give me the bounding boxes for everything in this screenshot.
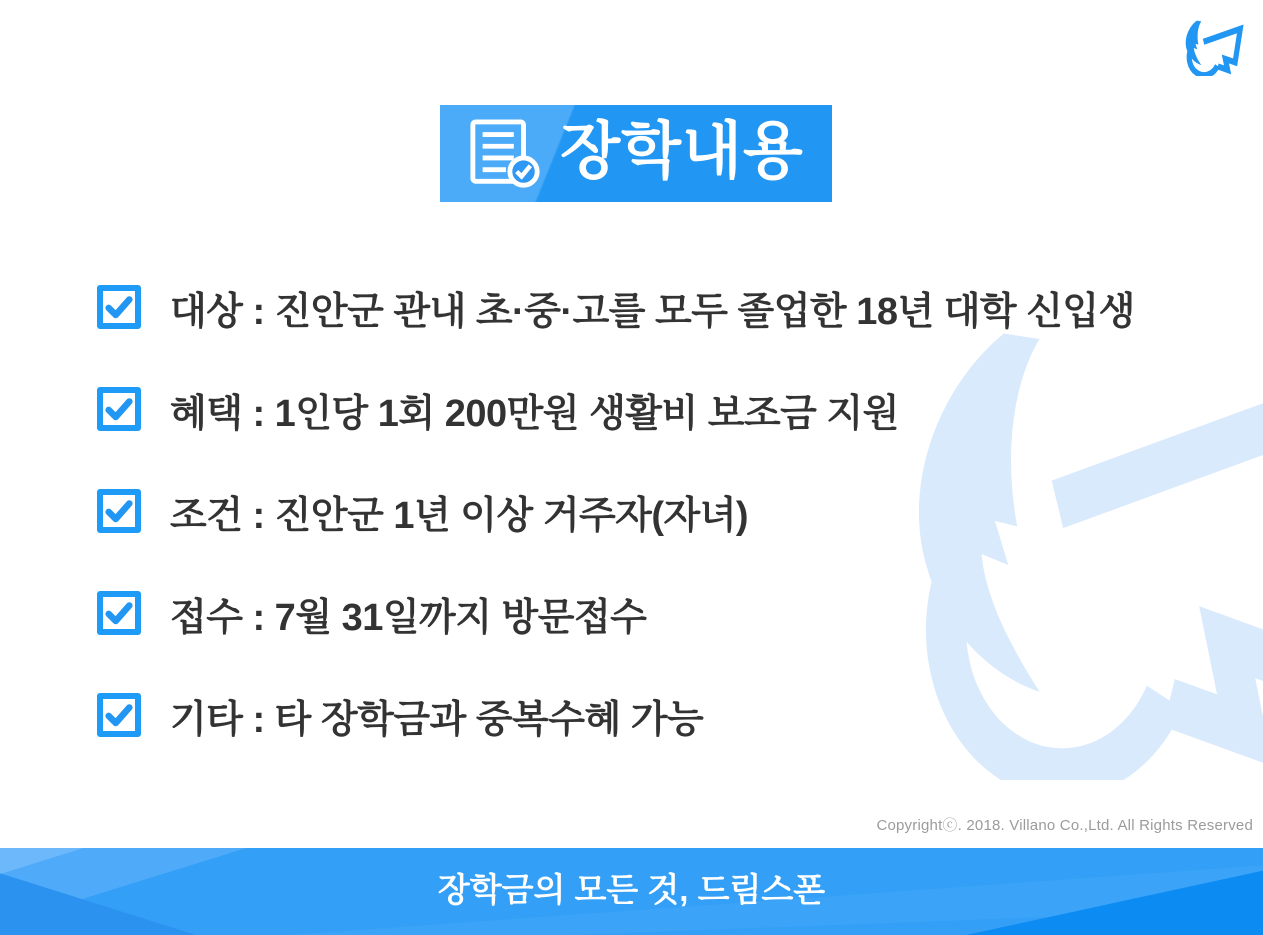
checkbox-checked-icon — [97, 387, 141, 431]
dreamspon-bird-logo — [1176, 20, 1246, 76]
checkbox-checked-icon — [97, 693, 141, 737]
list-item-label: 혜택 : 1인당 1회 200만원 생활비 보조금 지원 — [170, 392, 899, 435]
list-item-label: 대상 : 진안군 관내 초·중·고를 모두 졸업한 18년 대학 신입생 — [170, 290, 1135, 333]
document-check-icon — [468, 118, 544, 190]
list-item-label: 조건 : 진안군 1년 이상 거주자(자녀) — [170, 494, 749, 537]
footer-bar — [0, 848, 1263, 935]
copyright-text: Copyrightⓒ. 2018. Villano Co.,Ltd. All Rights Reserved — [876, 817, 1253, 834]
checkbox-checked-icon — [97, 591, 141, 635]
list-item-label: 기타 : 타 장학금과 중복수혜 가능 — [170, 698, 704, 741]
list-item — [97, 693, 1135, 741]
scholarship-checklist — [97, 285, 1135, 795]
checkbox-checked-icon — [97, 489, 141, 533]
list-item-label: 접수 : 7월 31일까지 방문접수 — [170, 596, 647, 639]
list-item — [97, 591, 1135, 639]
list-item — [97, 285, 1135, 333]
list-item — [97, 387, 1135, 435]
footer-slogan: 장학금의 모든 것, 드림스폰 — [437, 871, 826, 908]
page-title: 장학내용 — [560, 116, 804, 186]
list-item — [97, 489, 1135, 537]
title-badge — [440, 105, 832, 202]
checkbox-checked-icon — [97, 285, 141, 329]
